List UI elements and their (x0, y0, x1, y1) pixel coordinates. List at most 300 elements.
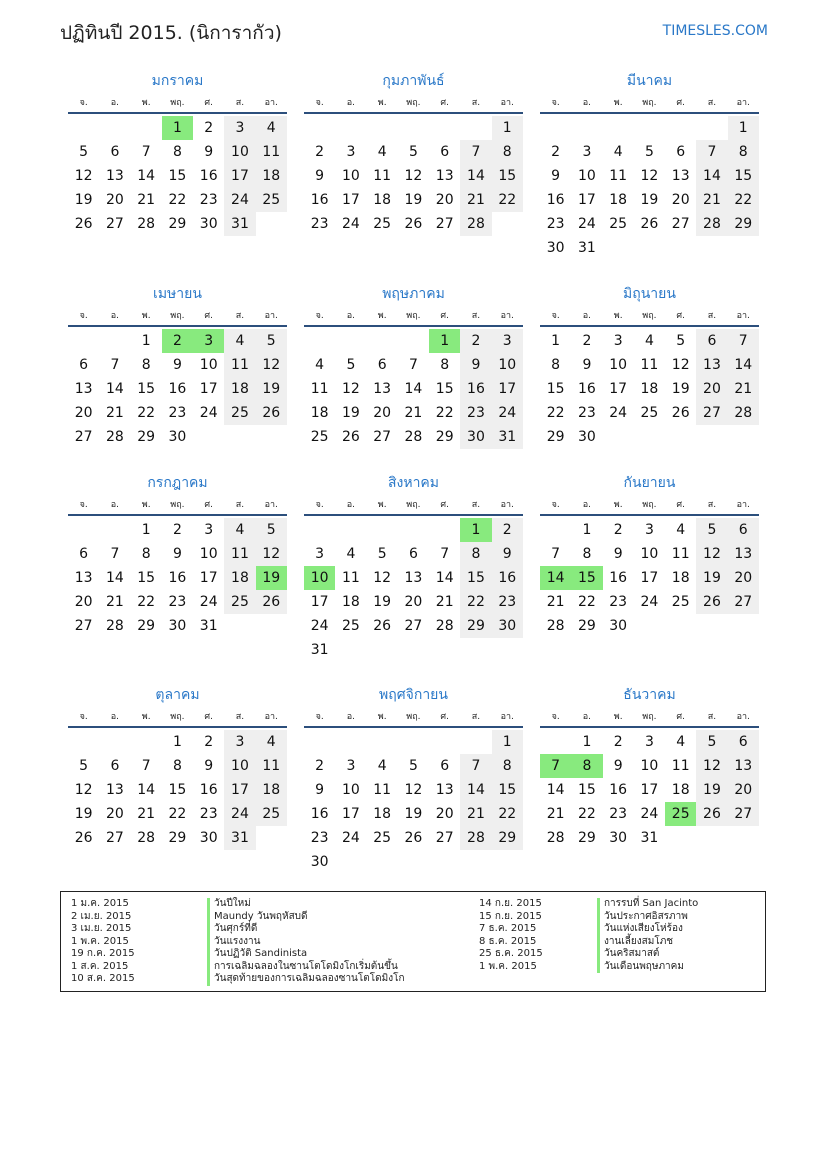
month-block (540, 472, 759, 638)
day-cell: 31 (640, 830, 659, 846)
day-cell: 22 (168, 806, 187, 822)
day-cell: 16 (168, 570, 187, 586)
day-cell: 8 (571, 754, 602, 778)
day-cell: 8 (551, 357, 561, 373)
day-cell: 28 (404, 429, 423, 445)
empty-cell (304, 329, 335, 353)
day-cell: 31 (577, 240, 596, 256)
day-cell: 27 (728, 590, 759, 614)
day-cell: 24 (492, 401, 523, 425)
week-row (68, 754, 287, 778)
weekday-label: อ. (110, 500, 120, 510)
weekday-label: พฤ. (170, 500, 185, 510)
day-cell: 27 (671, 216, 690, 232)
week-row (68, 730, 287, 754)
day-cell: 12 (696, 542, 727, 566)
weekday-label: พ. (613, 98, 623, 108)
weekday-label: พ. (377, 712, 387, 722)
weekday-label: อา. (736, 311, 750, 321)
legend-date: 1 พ.ค. 2015 (479, 960, 537, 972)
day-cell: 30 (199, 216, 218, 232)
day-cell: 28 (105, 618, 124, 634)
day-cell: 13 (74, 381, 93, 397)
day-cell: 2 (460, 329, 491, 353)
day-cell: 19 (74, 192, 93, 208)
legend-holiday-name: วันคริสมาสต์ (597, 948, 698, 961)
empty-cell (460, 850, 491, 874)
month-block (304, 70, 523, 236)
month-name: มกราคม (151, 73, 204, 89)
week-row (68, 542, 287, 566)
day-cell: 29 (546, 429, 565, 445)
empty-cell (224, 614, 255, 638)
week-row (540, 826, 759, 850)
day-cell: 19 (671, 381, 690, 397)
week-row (304, 778, 523, 802)
empty-cell (696, 236, 727, 260)
day-cell: 8 (141, 546, 151, 562)
day-cell: 15 (137, 570, 156, 586)
empty-cell (68, 518, 99, 542)
day-cell: 1 (728, 116, 759, 140)
week-row (540, 329, 759, 353)
day-cell: 18 (256, 778, 287, 802)
day-cell: 19 (256, 566, 287, 590)
day-cell: 6 (696, 329, 727, 353)
week-row (540, 778, 759, 802)
weekday-header (540, 305, 759, 327)
week-row (304, 802, 523, 826)
day-cell: 21 (105, 405, 124, 421)
empty-cell (99, 518, 130, 542)
day-cell: 19 (404, 192, 423, 208)
day-cell: 5 (79, 758, 89, 774)
day-cell: 30 (609, 618, 628, 634)
day-cell: 5 (408, 758, 418, 774)
day-cell: 20 (105, 806, 124, 822)
weekday-label: ศ. (676, 712, 685, 722)
weekday-label: จ. (551, 500, 560, 510)
page-title: ปฏิทินปี 2015. (นิการากัว) (60, 22, 282, 44)
month-name: กันยายน (623, 475, 676, 491)
legend-date: 7 ธ.ค. 2015 (479, 923, 537, 934)
day-cell: 17 (310, 594, 329, 610)
day-cell: 23 (460, 401, 491, 425)
day-cell: 28 (460, 212, 491, 236)
day-cell: 16 (199, 782, 218, 798)
day-cell: 12 (373, 570, 392, 586)
day-cell: 26 (74, 216, 93, 232)
weekday-label: ส. (707, 712, 717, 722)
day-cell: 4 (613, 144, 623, 160)
weekday-header (68, 92, 287, 114)
legend-date: 14 ก.ย. 2015 (479, 898, 542, 909)
week-row (304, 353, 523, 377)
empty-cell (335, 638, 366, 662)
day-cell: 25 (671, 594, 690, 610)
day-cell: 26 (671, 405, 690, 421)
day-cell: 25 (256, 188, 287, 212)
week-row (540, 188, 759, 212)
week-row (68, 778, 287, 802)
weekday-label: พ. (377, 500, 387, 510)
day-cell: 2 (551, 144, 561, 160)
weekday-label: อา. (500, 98, 514, 108)
weekday-label: จ. (551, 311, 560, 321)
week-row (540, 802, 759, 826)
day-cell: 22 (577, 594, 596, 610)
day-cell: 18 (373, 192, 392, 208)
month-block (304, 283, 523, 449)
weekday-label: จ. (315, 311, 324, 321)
month-name: มิถุนายน (623, 286, 676, 302)
weekday-label: อ. (582, 712, 592, 722)
day-cell: 6 (440, 144, 450, 160)
day-cell: 27 (74, 618, 93, 634)
day-cell: 3 (582, 144, 592, 160)
weekday-header (68, 494, 287, 516)
week-row (68, 212, 287, 236)
day-cell: 7 (540, 754, 571, 778)
day-cell: 8 (460, 542, 491, 566)
weekday-label: พฤ. (406, 500, 421, 510)
empty-cell (603, 116, 634, 140)
week-row (304, 377, 523, 401)
month-name: เมษายน (153, 286, 202, 302)
day-cell: 10 (341, 168, 360, 184)
day-cell: 21 (435, 594, 454, 610)
week-row (304, 850, 523, 874)
empty-cell (398, 638, 429, 662)
weekday-label: จ. (79, 98, 88, 108)
day-cell: 26 (696, 802, 727, 826)
weekday-label: พ. (613, 311, 623, 321)
empty-cell (634, 425, 665, 449)
empty-cell (68, 116, 99, 140)
weekday-label: อ. (110, 712, 120, 722)
week-row (304, 590, 523, 614)
weekday-header (68, 706, 287, 728)
legend-holiday-name: การรบที่ San Jacinto (597, 898, 698, 911)
day-cell: 29 (137, 618, 156, 634)
empty-cell (429, 850, 460, 874)
day-cell: 21 (404, 405, 423, 421)
day-cell: 28 (460, 826, 491, 850)
day-cell: 22 (460, 590, 491, 614)
day-cell: 18 (671, 570, 690, 586)
day-cell: 30 (492, 614, 523, 638)
day-cell: 25 (665, 802, 696, 826)
day-cell: 4 (346, 546, 356, 562)
empty-cell (540, 116, 571, 140)
day-cell: 15 (728, 164, 759, 188)
day-cell: 24 (577, 216, 596, 232)
day-cell: 20 (435, 192, 454, 208)
weekday-header (540, 494, 759, 516)
day-cell: 29 (168, 830, 187, 846)
weekday-label: ส. (235, 98, 245, 108)
legend-holiday-name: วันประกาศอิสรภาพ (597, 911, 698, 924)
day-cell: 26 (373, 618, 392, 634)
day-cell: 31 (224, 826, 255, 850)
day-cell: 2 (613, 522, 623, 538)
weekday-label: อา. (500, 311, 514, 321)
day-cell: 26 (696, 590, 727, 614)
weekday-header (304, 706, 523, 728)
day-cell: 12 (696, 754, 727, 778)
day-cell: 9 (492, 542, 523, 566)
day-cell: 18 (310, 405, 329, 421)
day-cell: 29 (492, 826, 523, 850)
day-cell: 11 (373, 782, 392, 798)
week-row (304, 638, 523, 662)
day-cell: 27 (435, 830, 454, 846)
day-cell: 18 (671, 782, 690, 798)
day-cell: 16 (609, 782, 628, 798)
day-cell: 20 (435, 806, 454, 822)
weekday-label: พฤ. (170, 311, 185, 321)
weekday-label: จ. (315, 98, 324, 108)
day-cell: 3 (193, 329, 224, 353)
day-cell: 2 (582, 333, 592, 349)
day-cell: 4 (256, 730, 287, 754)
day-cell: 14 (137, 168, 156, 184)
day-cell: 17 (224, 164, 255, 188)
day-cell: 28 (105, 429, 124, 445)
day-cell: 22 (546, 405, 565, 421)
day-cell: 19 (696, 778, 727, 802)
day-cell: 5 (346, 357, 356, 373)
day-cell: 18 (256, 164, 287, 188)
weekday-label: อ. (582, 98, 592, 108)
day-cell: 25 (310, 429, 329, 445)
day-cell: 8 (440, 357, 450, 373)
day-cell: 23 (199, 192, 218, 208)
day-cell: 11 (609, 168, 628, 184)
day-cell: 14 (460, 164, 491, 188)
weekday-label: พฤ. (406, 98, 421, 108)
week-row (304, 566, 523, 590)
month-block (68, 472, 287, 638)
empty-cell (665, 826, 696, 850)
day-cell: 26 (74, 830, 93, 846)
day-cell: 12 (404, 782, 423, 798)
week-row (304, 614, 523, 638)
empty-cell (367, 850, 398, 874)
month-block (68, 70, 287, 236)
day-cell: 24 (341, 216, 360, 232)
brand-link[interactable]: TIMESLES.COM (662, 23, 768, 39)
day-cell: 18 (640, 381, 659, 397)
day-cell: 19 (696, 566, 727, 590)
day-cell: 17 (341, 806, 360, 822)
day-cell: 14 (404, 381, 423, 397)
day-cell: 20 (74, 594, 93, 610)
weekday-label: ศ. (204, 500, 213, 510)
empty-cell (634, 236, 665, 260)
day-cell: 25 (224, 590, 255, 614)
day-cell: 16 (546, 192, 565, 208)
day-cell: 20 (74, 405, 93, 421)
day-cell: 2 (315, 144, 325, 160)
week-row (68, 590, 287, 614)
day-cell: 9 (172, 357, 182, 373)
day-cell: 10 (199, 357, 218, 373)
weekday-label: อ. (110, 98, 120, 108)
day-cell: 19 (256, 377, 287, 401)
day-cell: 26 (256, 401, 287, 425)
legend-date: 1 ม.ค. 2015 (71, 898, 129, 909)
legend-date: 15 ก.ย. 2015 (479, 910, 542, 922)
day-cell: 21 (460, 188, 491, 212)
day-cell: 22 (435, 405, 454, 421)
day-cell: 22 (728, 188, 759, 212)
weekday-label: ส. (471, 712, 481, 722)
day-cell: 29 (460, 614, 491, 638)
weekday-label: อ. (346, 98, 356, 108)
empty-cell (367, 518, 398, 542)
weekday-label: ศ. (204, 712, 213, 722)
day-cell: 3 (224, 116, 255, 140)
legend-date: 8 ธ.ค. 2015 (479, 935, 537, 947)
day-cell: 14 (137, 782, 156, 798)
month-block (304, 684, 523, 874)
day-cell: 23 (609, 806, 628, 822)
day-cell: 15 (137, 381, 156, 397)
day-cell: 30 (199, 830, 218, 846)
day-cell: 9 (204, 144, 214, 160)
weekday-header (540, 92, 759, 114)
weekday-label: พ. (377, 98, 387, 108)
weekday-label: จ. (315, 712, 324, 722)
day-cell: 10 (224, 140, 255, 164)
day-cell: 19 (74, 806, 93, 822)
day-cell: 8 (172, 144, 182, 160)
day-cell: 7 (460, 754, 491, 778)
legend-dates-right (479, 898, 543, 973)
day-cell: 6 (728, 518, 759, 542)
day-cell: 3 (613, 333, 623, 349)
day-cell: 11 (373, 168, 392, 184)
day-cell: 10 (640, 546, 659, 562)
day-cell: 10 (492, 353, 523, 377)
day-cell: 21 (137, 192, 156, 208)
weekday-header (304, 305, 523, 327)
empty-cell (68, 329, 99, 353)
month-block (68, 684, 287, 850)
day-cell: 30 (609, 830, 628, 846)
empty-cell (540, 518, 571, 542)
day-cell: 7 (460, 140, 491, 164)
day-cell: 26 (404, 216, 423, 232)
day-cell: 31 (224, 212, 255, 236)
day-cell: 10 (341, 782, 360, 798)
weekday-label: พฤ. (642, 98, 657, 108)
day-cell: 24 (310, 618, 329, 634)
empty-cell (492, 638, 523, 662)
day-cell: 28 (137, 830, 156, 846)
legend-dates-left (71, 898, 135, 986)
weekday-label: พ. (141, 712, 151, 722)
legend-names-left (207, 898, 405, 986)
day-cell: 30 (546, 240, 565, 256)
day-cell: 17 (640, 570, 659, 586)
legend-holiday-name: การเฉลิมฉลองในซานโตโดมิงโกเริ่มต้นขึ้น (207, 961, 405, 974)
day-cell: 9 (204, 758, 214, 774)
day-cell: 24 (224, 188, 255, 212)
day-cell: 26 (341, 429, 360, 445)
day-cell: 28 (435, 618, 454, 634)
day-cell: 8 (728, 140, 759, 164)
day-cell: 22 (492, 802, 523, 826)
empty-cell (367, 730, 398, 754)
empty-cell (335, 730, 366, 754)
day-cell: 2 (492, 518, 523, 542)
day-cell: 21 (546, 806, 565, 822)
day-cell: 18 (373, 806, 392, 822)
week-row (304, 730, 523, 754)
week-row (68, 826, 287, 850)
legend-holiday-name: วันปีใหม่ (207, 898, 405, 911)
day-cell: 27 (373, 429, 392, 445)
day-cell: 24 (199, 594, 218, 610)
day-cell: 23 (168, 594, 187, 610)
day-cell: 13 (696, 353, 727, 377)
day-cell: 16 (577, 381, 596, 397)
day-cell: 16 (609, 570, 628, 586)
day-cell: 3 (492, 329, 523, 353)
day-cell: 18 (341, 594, 360, 610)
empty-cell (603, 236, 634, 260)
empty-cell (193, 425, 224, 449)
day-cell: 25 (640, 405, 659, 421)
day-cell: 14 (546, 782, 565, 798)
day-cell: 15 (492, 164, 523, 188)
weekday-label: ส. (235, 712, 245, 722)
legend-holiday-name: วันแห่งเสียงโห่ร้อง (597, 923, 698, 936)
month-block (304, 472, 523, 662)
weekday-label: ส. (707, 311, 717, 321)
day-cell: 3 (346, 758, 356, 774)
week-row (68, 802, 287, 826)
day-cell: 23 (310, 830, 329, 846)
day-cell: 3 (224, 730, 255, 754)
day-cell: 19 (341, 405, 360, 421)
empty-cell (728, 236, 759, 260)
day-cell: 5 (256, 329, 287, 353)
legend-holiday-name: วันแรงงาน (207, 936, 405, 949)
day-cell: 27 (74, 429, 93, 445)
day-cell: 4 (315, 357, 325, 373)
day-cell: 9 (613, 758, 623, 774)
day-cell: 13 (671, 168, 690, 184)
empty-cell (728, 614, 759, 638)
day-cell: 14 (105, 570, 124, 586)
day-cell: 22 (137, 594, 156, 610)
day-cell: 17 (609, 381, 628, 397)
day-cell: 30 (310, 854, 329, 870)
empty-cell (540, 730, 571, 754)
empty-cell (398, 329, 429, 353)
day-cell: 26 (404, 830, 423, 846)
day-cell: 16 (199, 168, 218, 184)
empty-cell (304, 730, 335, 754)
legend-holiday-name: งานเลี้ยงสมโภช (597, 936, 698, 949)
day-cell: 4 (676, 522, 686, 538)
month-block (68, 283, 287, 449)
day-cell: 1 (492, 116, 523, 140)
weekday-label: ส. (471, 500, 481, 510)
